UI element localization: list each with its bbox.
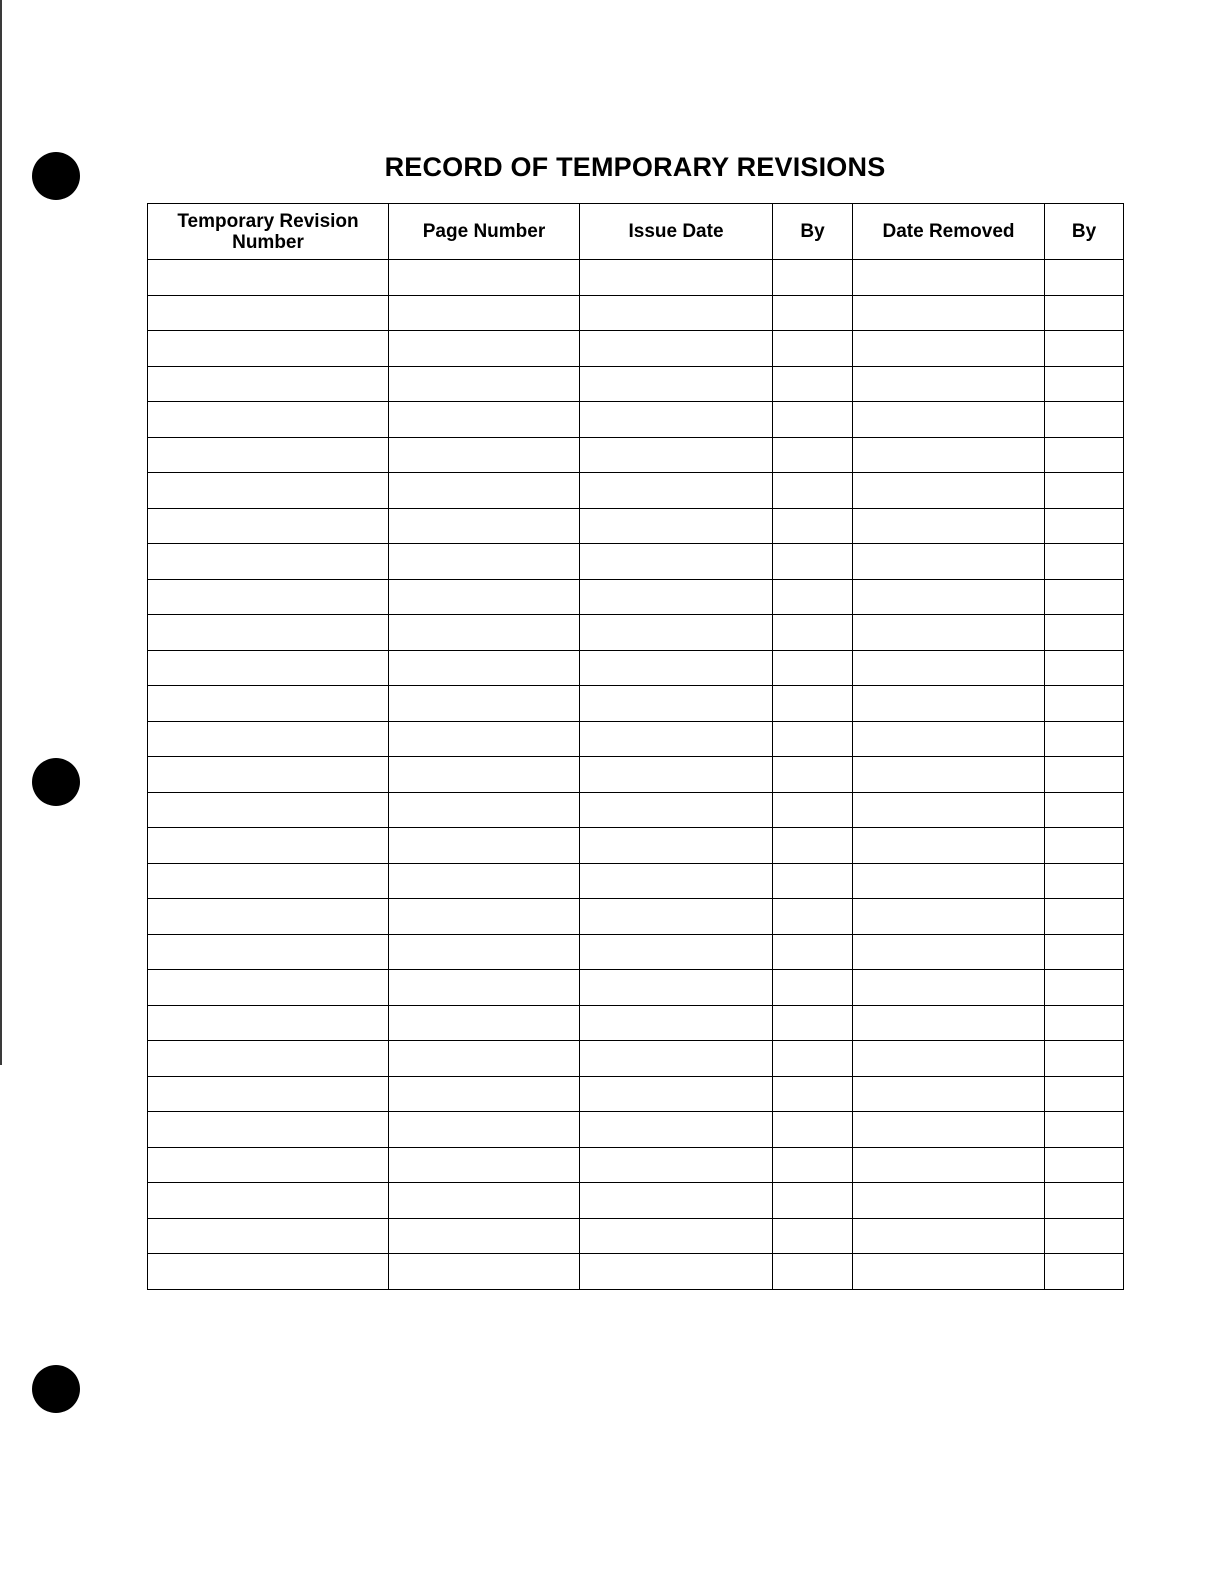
blank-entry-cell xyxy=(148,508,389,544)
blank-entry-cell xyxy=(773,473,853,509)
table-row xyxy=(148,508,1124,544)
blank-entry-cell xyxy=(853,1218,1045,1254)
blank-entry-cell xyxy=(853,473,1045,509)
blank-entry-cell xyxy=(148,1147,389,1183)
blank-entry-cell xyxy=(1045,792,1124,828)
blank-entry-cell xyxy=(1045,1076,1124,1112)
blank-entry-cell xyxy=(853,934,1045,970)
blank-entry-cell xyxy=(389,473,580,509)
blank-entry-cell xyxy=(1045,331,1124,367)
blank-entry-cell xyxy=(773,295,853,331)
column-header-date-removed: Date Removed xyxy=(853,204,1045,260)
blank-entry-cell xyxy=(853,1112,1045,1148)
blank-entry-cell xyxy=(580,1076,773,1112)
blank-entry-cell xyxy=(580,331,773,367)
table-row xyxy=(148,366,1124,402)
blank-entry-cell xyxy=(389,1254,580,1290)
blank-entry-cell xyxy=(1045,1147,1124,1183)
blank-entry-cell xyxy=(389,970,580,1006)
blank-entry-cell xyxy=(1045,473,1124,509)
blank-entry-cell xyxy=(773,1041,853,1077)
blank-entry-cell xyxy=(389,1218,580,1254)
blank-entry-cell xyxy=(580,934,773,970)
blank-entry-cell xyxy=(389,402,580,438)
column-header-issue-date: Issue Date xyxy=(580,204,773,260)
blank-entry-cell xyxy=(1045,1183,1124,1219)
table-row xyxy=(148,295,1124,331)
blank-entry-cell xyxy=(1045,721,1124,757)
blank-entry-cell xyxy=(389,1112,580,1148)
revision-record-table xyxy=(147,203,1124,1290)
blank-entry-cell xyxy=(1045,1254,1124,1290)
blank-entry-cell xyxy=(580,437,773,473)
blank-entry-cell xyxy=(773,1218,853,1254)
blank-entry-cell xyxy=(1045,544,1124,580)
blank-entry-cell xyxy=(1045,402,1124,438)
blank-entry-cell xyxy=(773,721,853,757)
blank-entry-cell xyxy=(148,473,389,509)
blank-entry-cell xyxy=(1045,757,1124,793)
column-header-page-number: Page Number xyxy=(389,204,580,260)
table-row xyxy=(148,792,1124,828)
table-row xyxy=(148,721,1124,757)
blank-entry-cell xyxy=(853,686,1045,722)
blank-entry-cell xyxy=(148,1076,389,1112)
blank-entry-cell xyxy=(148,792,389,828)
blank-entry-cell xyxy=(853,863,1045,899)
blank-entry-cell xyxy=(853,757,1045,793)
blank-entry-cell xyxy=(580,686,773,722)
blank-entry-cell xyxy=(773,579,853,615)
table-row xyxy=(148,615,1124,651)
blank-entry-cell xyxy=(853,828,1045,864)
blank-entry-cell xyxy=(580,508,773,544)
page-title: RECORD OF TEMPORARY REVISIONS xyxy=(384,152,886,182)
blank-entry-cell xyxy=(773,899,853,935)
blank-entry-cell xyxy=(580,1112,773,1148)
blank-entry-cell xyxy=(148,366,389,402)
table-row xyxy=(148,1218,1124,1254)
blank-entry-cell xyxy=(853,615,1045,651)
blank-entry-cell xyxy=(580,970,773,1006)
blank-entry-cell xyxy=(580,1005,773,1041)
table-row xyxy=(148,934,1124,970)
blank-entry-cell xyxy=(853,1254,1045,1290)
blank-entry-cell xyxy=(853,1041,1045,1077)
blank-entry-cell xyxy=(853,295,1045,331)
blank-entry-cell xyxy=(853,437,1045,473)
table-row xyxy=(148,1254,1124,1290)
blank-entry-cell xyxy=(389,260,580,296)
blank-entry-cell xyxy=(1045,1041,1124,1077)
blank-entry-cell xyxy=(773,508,853,544)
blank-entry-cell xyxy=(148,757,389,793)
blank-entry-cell xyxy=(773,1183,853,1219)
blank-entry-cell xyxy=(1045,615,1124,651)
blank-entry-cell xyxy=(148,934,389,970)
blank-entry-cell xyxy=(389,721,580,757)
blank-entry-cell xyxy=(773,757,853,793)
blank-entry-cell xyxy=(148,970,389,1006)
blank-entry-cell xyxy=(1045,828,1124,864)
blank-entry-cell xyxy=(773,1112,853,1148)
blank-entry-cell xyxy=(580,473,773,509)
blank-entry-cell xyxy=(148,1005,389,1041)
blank-entry-cell xyxy=(853,899,1045,935)
blank-entry-cell xyxy=(389,863,580,899)
blank-entry-cell xyxy=(1045,899,1124,935)
blank-entry-cell xyxy=(853,792,1045,828)
blank-entry-cell xyxy=(1045,260,1124,296)
blank-entry-cell xyxy=(853,1076,1045,1112)
table-row xyxy=(148,437,1124,473)
table-row xyxy=(148,863,1124,899)
blank-entry-cell xyxy=(389,650,580,686)
blank-entry-cell xyxy=(773,970,853,1006)
blank-entry-cell xyxy=(389,686,580,722)
blank-entry-cell xyxy=(853,1147,1045,1183)
table-row xyxy=(148,402,1124,438)
column-header-by: By xyxy=(773,204,853,260)
blank-entry-cell xyxy=(148,615,389,651)
column-header-temporary-revision-number: Temporary Revision Number xyxy=(148,204,389,260)
blank-entry-cell xyxy=(773,260,853,296)
blank-entry-cell xyxy=(148,402,389,438)
blank-entry-cell xyxy=(580,792,773,828)
table-row xyxy=(148,260,1124,296)
blank-entry-cell xyxy=(580,366,773,402)
blank-entry-cell xyxy=(853,402,1045,438)
blank-entry-cell xyxy=(580,295,773,331)
blank-entry-cell xyxy=(773,437,853,473)
blank-entry-cell xyxy=(773,366,853,402)
blank-entry-cell xyxy=(773,544,853,580)
table-row xyxy=(148,1183,1124,1219)
blank-entry-cell xyxy=(853,260,1045,296)
blank-entry-cell xyxy=(389,437,580,473)
blank-entry-cell xyxy=(389,366,580,402)
table-row xyxy=(148,1112,1124,1148)
blank-entry-cell xyxy=(148,1218,389,1254)
table-row xyxy=(148,757,1124,793)
blank-entry-cell xyxy=(580,863,773,899)
blank-entry-cell xyxy=(1045,863,1124,899)
blank-entry-cell xyxy=(580,615,773,651)
blank-entry-cell xyxy=(580,828,773,864)
blank-entry-cell xyxy=(853,721,1045,757)
blank-entry-cell xyxy=(389,757,580,793)
blank-entry-cell xyxy=(853,970,1045,1006)
blank-entry-cell xyxy=(1045,1112,1124,1148)
blank-entry-cell xyxy=(580,1218,773,1254)
blank-entry-cell xyxy=(580,721,773,757)
blank-entry-cell xyxy=(853,1005,1045,1041)
blank-entry-cell xyxy=(580,579,773,615)
blank-entry-cell xyxy=(1045,1005,1124,1041)
blank-entry-cell xyxy=(580,1183,773,1219)
blank-entry-cell xyxy=(1045,508,1124,544)
blank-entry-cell xyxy=(853,650,1045,686)
blank-entry-cell xyxy=(1045,970,1124,1006)
blank-entry-cell xyxy=(389,508,580,544)
blank-entry-cell xyxy=(580,1254,773,1290)
blank-entry-cell xyxy=(773,1147,853,1183)
blank-entry-cell xyxy=(148,544,389,580)
blank-entry-cell xyxy=(580,260,773,296)
table-row xyxy=(148,331,1124,367)
blank-entry-cell xyxy=(773,1076,853,1112)
table-row xyxy=(148,579,1124,615)
blank-entry-cell xyxy=(580,1147,773,1183)
blank-entry-cell xyxy=(853,508,1045,544)
blank-entry-cell xyxy=(853,1183,1045,1219)
blank-entry-cell xyxy=(1045,366,1124,402)
blank-entry-cell xyxy=(389,1183,580,1219)
table-body xyxy=(148,260,1124,1290)
table-row xyxy=(148,1005,1124,1041)
blank-entry-cell xyxy=(773,1254,853,1290)
blank-entry-cell xyxy=(1045,1218,1124,1254)
blank-entry-cell xyxy=(853,544,1045,580)
blank-entry-cell xyxy=(773,792,853,828)
blank-entry-cell xyxy=(148,721,389,757)
blank-entry-cell xyxy=(389,899,580,935)
table-row xyxy=(148,899,1124,935)
table-row xyxy=(148,473,1124,509)
blank-entry-cell xyxy=(1045,579,1124,615)
blank-entry-cell xyxy=(389,1076,580,1112)
table-row xyxy=(148,1076,1124,1112)
table-row xyxy=(148,970,1124,1006)
blank-entry-cell xyxy=(148,1183,389,1219)
blank-entry-cell xyxy=(148,579,389,615)
blank-entry-cell xyxy=(148,1041,389,1077)
blank-entry-cell xyxy=(148,650,389,686)
blank-entry-cell xyxy=(148,863,389,899)
blank-entry-cell xyxy=(773,615,853,651)
blank-entry-cell xyxy=(148,437,389,473)
blank-entry-cell xyxy=(148,828,389,864)
blank-entry-cell xyxy=(773,650,853,686)
blank-entry-cell xyxy=(853,366,1045,402)
blank-entry-cell xyxy=(389,1005,580,1041)
blank-entry-cell xyxy=(148,899,389,935)
blank-entry-cell xyxy=(148,260,389,296)
blank-entry-cell xyxy=(853,579,1045,615)
blank-entry-cell xyxy=(773,828,853,864)
blank-entry-cell xyxy=(389,1041,580,1077)
blank-entry-cell xyxy=(773,863,853,899)
table-row xyxy=(148,686,1124,722)
blank-entry-cell xyxy=(580,899,773,935)
blank-entry-cell xyxy=(580,1041,773,1077)
table-row xyxy=(148,544,1124,580)
blank-entry-cell xyxy=(1045,650,1124,686)
blank-entry-cell xyxy=(389,615,580,651)
blank-entry-cell xyxy=(389,792,580,828)
blank-entry-cell xyxy=(853,331,1045,367)
blank-entry-cell xyxy=(389,1147,580,1183)
blank-entry-cell xyxy=(389,579,580,615)
table-row xyxy=(148,1147,1124,1183)
blank-entry-cell xyxy=(148,295,389,331)
blank-entry-cell xyxy=(148,331,389,367)
blank-entry-cell xyxy=(773,1005,853,1041)
blank-entry-cell xyxy=(773,402,853,438)
blank-entry-cell xyxy=(580,402,773,438)
blank-entry-cell xyxy=(773,686,853,722)
blank-entry-cell xyxy=(148,1254,389,1290)
table-row xyxy=(148,650,1124,686)
blank-entry-cell xyxy=(580,650,773,686)
blank-entry-cell xyxy=(148,1112,389,1148)
table-row xyxy=(148,828,1124,864)
blank-entry-cell xyxy=(389,331,580,367)
blank-entry-cell xyxy=(1045,295,1124,331)
blank-entry-cell xyxy=(389,828,580,864)
blank-entry-cell xyxy=(1045,934,1124,970)
blank-entry-cell xyxy=(389,544,580,580)
table-header-row xyxy=(148,204,1124,260)
blank-entry-cell xyxy=(580,544,773,580)
blank-entry-cell xyxy=(389,934,580,970)
column-header-by-removed: By xyxy=(1045,204,1124,260)
binder-hole-middle xyxy=(32,758,80,806)
blank-entry-cell xyxy=(148,686,389,722)
binder-hole-bottom xyxy=(32,1365,80,1413)
blank-entry-cell xyxy=(773,331,853,367)
blank-entry-cell xyxy=(580,757,773,793)
blank-entry-cell xyxy=(773,934,853,970)
table-row xyxy=(148,1041,1124,1077)
blank-entry-cell xyxy=(389,295,580,331)
blank-entry-cell xyxy=(1045,686,1124,722)
blank-entry-cell xyxy=(1045,437,1124,473)
